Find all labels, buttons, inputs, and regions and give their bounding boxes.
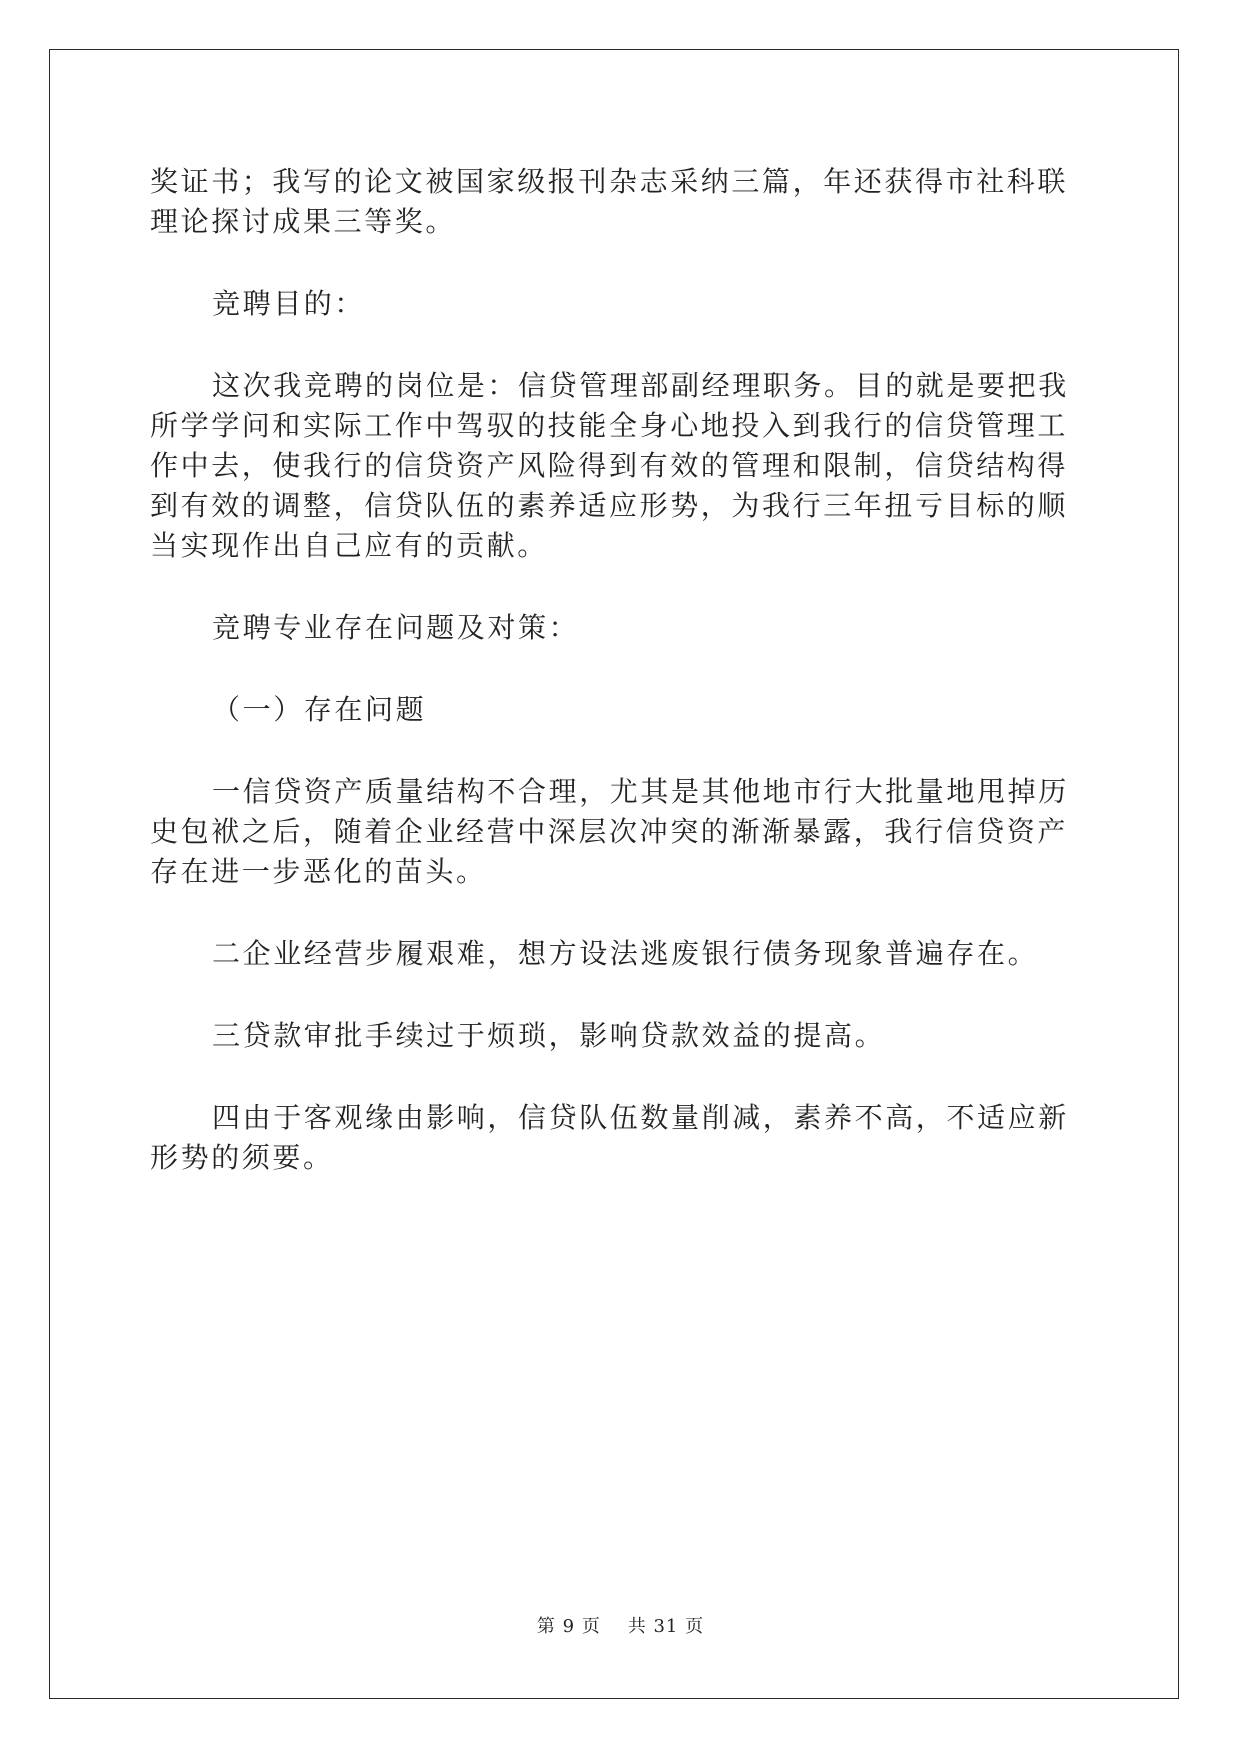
page-number: 第 9 页	[536, 1616, 601, 1637]
paragraph-7: 二企业经营步履艰难，想方设法逃废银行债务现象普遍存在。	[212, 937, 1039, 970]
paragraph-9: 四由于客观缘由影响，信贷队伍数量削减，素养不高，不适应新形势的须要。	[150, 1101, 1069, 1174]
paragraph-3: 这次我竞聘的岗位是：信贷管理部副经理职务。目的就是要把我所学学问和实际工作中驾驭的技能全身心地投入到我行的信贷管理工作中去，使我行的信贷资产风险得到有效的管理和限制，信贷结构得到有效的调整，信贷队伍的素养适应形势，为我行三年扭亏目标的顺当实现作出自己应有的贡献。	[150, 369, 1069, 562]
paragraph-4: 竞聘专业存在问题及对策：	[212, 611, 580, 644]
paragraph-2: 竞聘目的：	[212, 287, 366, 320]
page-total: 共 31 页	[627, 1616, 705, 1637]
paragraph-5: （一）存在问题	[212, 693, 427, 726]
paragraph-6: 一信贷资产质量结构不合理，尤其是其他地市行大批量地甩掉历史包袱之后，随着企业经营中深层次冲突的渐渐暴露，我行信贷资产存在进一步恶化的苗头。	[150, 775, 1069, 888]
paragraph-1: 奖证书；我写的论文被国家级报刊杂志采纳三篇，年还获得市社科联理论探讨成果三等奖。	[150, 165, 1069, 238]
page-footer	[0, 1612, 1241, 1638]
paragraph-8: 三贷款审批手续过于烦琐，影响贷款效益的提高。	[212, 1019, 886, 1052]
document-body	[150, 162, 1090, 1220]
